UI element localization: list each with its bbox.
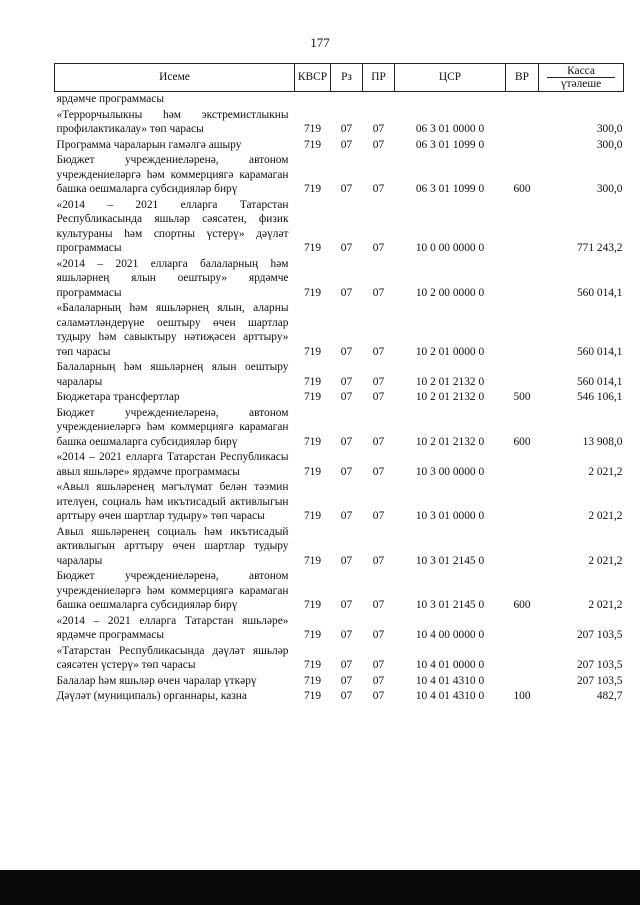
row-csr: 10 0 00 0000 0 [415,242,485,254]
row-kvsr: 719 [303,554,322,567]
row-vr [506,674,539,690]
table-header [55,64,624,92]
row-kvsr: 719 [303,465,322,478]
row-amount: 2 021,2 [588,554,623,567]
row-pr: 07 [372,286,385,299]
row-kvsr: 719 [303,375,322,388]
row-kvsr: 719 [303,138,322,151]
table-row [55,644,624,674]
header-kvsr: КВСР [295,64,331,92]
row-pr: 07 [372,435,385,448]
row-pr: 07 [372,242,385,254]
row-kvsr: 719 [303,242,322,254]
row-pr: 07 [372,690,385,702]
continuation-text: ярдәмче программасы [56,93,164,105]
row-name: «Татарстан Республикасында дәүләт яшьләр сәясәтен үстерү» төп чарасы [56,644,289,671]
row-csr: 10 4 01 0000 0 [415,659,485,671]
budget-table [54,63,624,705]
table-row [55,406,624,451]
row-vr [506,257,539,302]
row-pr: 07 [372,183,385,195]
row-rz: 07 [340,286,353,299]
row-vr [506,360,539,390]
budget-table-container [54,63,623,705]
row-csr: 10 4 00 0000 0 [415,629,485,641]
row-amount: 560 014,1 [576,345,623,358]
row-pr: 07 [372,554,385,567]
row-vr [506,301,539,360]
row-amount: 300,0 [596,183,623,195]
table-row [55,138,624,154]
row-kvsr: 719 [303,629,322,641]
scan-bottom-edge [0,870,640,905]
table-row [55,674,624,690]
table-row [55,360,624,390]
row-amount: 13 908,0 [582,435,623,448]
row-csr: 10 2 01 2132 0 [415,391,485,403]
row-amount: 207 103,5 [576,674,623,687]
row-amount: 207 103,5 [576,629,623,641]
row-amount: 2 021,2 [588,599,623,611]
row-amount: 300,0 [596,123,623,135]
row-name: Балаларның һәм яшьләрнең ялын оештыру чаралары [56,361,289,388]
row-kvsr: 719 [303,599,322,611]
row-kvsr: 719 [303,659,322,671]
row-kvsr: 719 [303,510,322,522]
row-name: Программа чараларын гамәлгә ашыру [56,138,242,151]
row-amount: 546 106,1 [576,391,623,403]
row-vr [506,480,539,525]
table-row [55,614,624,644]
row-rz: 07 [340,599,353,611]
row-amount: 207 103,5 [576,659,623,671]
header-amount-line2: үтәлеше [547,77,615,90]
row-pr: 07 [372,659,385,671]
row-csr: 10 4 01 4310 0 [415,674,485,687]
row-vr: 600 [513,435,531,448]
table-row [55,525,624,570]
row-vr [506,138,539,154]
row-name: Авыл яшьләренең социаль һәм икътисадый активлыгын арттыру өчен шартлар тудыру чаралары [56,525,289,567]
row-amount: 300,0 [596,138,623,151]
row-vr [506,525,539,570]
table-row [55,301,624,360]
row-amount: 560 014,1 [576,286,623,299]
row-name: «2014 – 2021 елларга Татарстан Республикасы авыл яшьләре» ярдәмче программасы [56,451,289,478]
row-pr: 07 [372,599,385,611]
row-name: «2014 – 2021 елларга Татарстан Республикасында яшьләр сәясәтен, физик культураны һәм спортны үстерү» дәүләт программасы [56,198,289,254]
row-csr: 06 3 01 1099 0 [415,183,485,195]
row-name: Бюджет учреждениеләренә, автоном учреждениеләргә һәм коммерциягә карамаган башка оешмаларга субсидияләр бирү [56,406,289,448]
row-kvsr: 719 [303,435,322,448]
row-kvsr: 719 [303,391,322,403]
row-rz: 07 [340,465,353,478]
row-kvsr: 719 [303,690,322,702]
row-vr: 500 [513,391,531,403]
row-kvsr: 719 [303,183,322,195]
row-csr: 06 3 01 0000 0 [415,123,485,135]
page-number: 177 [310,35,330,50]
row-name: «Балаларның һәм яшьләрнең ялын, аларны сәламәтләндерүне оештыру өчен шартлар тудыру һәм савыктыру нәтиҗәсен арттыру» төп чарасы [56,302,289,358]
table-row [55,689,624,705]
row-csr: 10 3 01 2145 0 [415,599,485,611]
row-rz: 07 [340,242,353,254]
row-name: «2014 – 2021 елларга Татарстан яшьләре» ярдәмче программасы [56,614,289,641]
header-amount [539,64,624,92]
header-name: Исеме [55,64,295,92]
row-csr: 10 3 00 0000 0 [415,465,485,478]
row-csr: 10 3 01 0000 0 [415,510,485,522]
row-vr [506,450,539,480]
row-rz: 07 [340,659,353,671]
row-vr: 600 [513,599,531,611]
row-vr [506,644,539,674]
row-name: «2014 – 2021 елларга балаларның һәм яшьләрнең ялын оештыру» ярдәмче программасы [56,257,289,299]
table-row [55,480,624,525]
table-row [55,198,624,257]
row-name: «Террорчылыкны һәм экстремистлыкны профилактикалау» төп чарасы [56,108,289,135]
table-row [55,108,624,138]
row-rz: 07 [340,510,353,522]
row-rz: 07 [340,345,353,358]
row-csr: 10 4 01 4310 0 [415,690,485,702]
row-kvsr: 719 [303,345,322,358]
row-rz: 07 [340,123,353,135]
table-row [55,153,624,198]
row-rz: 07 [340,391,353,403]
row-vr [506,614,539,644]
row-vr [506,108,539,138]
row-name: Бюджетара трансфертлар [56,391,180,403]
row-amount: 2 021,2 [588,465,623,478]
row-kvsr: 719 [303,674,322,687]
row-name: Бюджет учреждениеләренә, автоном учреждениеләргә һәм коммерциягә карамаган башка оешмаларга субсидияләр бирү [56,570,289,611]
table-row [55,257,624,302]
row-csr: 10 2 00 0000 0 [415,286,485,299]
row-rz: 07 [340,435,353,448]
row-kvsr: 719 [303,123,322,135]
row-pr: 07 [372,465,385,478]
header-pr: ПР [363,64,395,92]
row-pr: 07 [372,123,385,135]
row-name: Дәүләт (муниципаль) органнары, казна [56,690,247,702]
row-vr [506,198,539,257]
row-pr: 07 [372,375,385,388]
row-vr: 600 [513,183,531,195]
continuation-row [55,92,624,108]
row-csr: 06 3 01 1099 0 [415,138,485,151]
row-name: «Авыл яшьләренең мәгълүмат белән тәэмин ителүен, социаль һәм икътисадый активлыгын арттыру өчен шартлар тудыру» төп чарасы [56,481,289,522]
row-name: Балалар һәм яшьләр өчен чаралар үткәрү [56,674,257,687]
table-body [55,92,624,705]
row-pr: 07 [372,391,385,403]
row-csr: 10 3 01 2145 0 [415,554,485,567]
row-rz: 07 [340,554,353,567]
row-csr: 10 2 01 0000 0 [415,345,485,358]
header-rz: Рз [331,64,363,92]
header-amount-line1: Касса [567,65,595,77]
row-rz: 07 [340,629,353,641]
row-pr: 07 [372,510,385,522]
row-pr: 07 [372,138,385,151]
row-csr: 10 2 01 2132 0 [415,435,485,448]
row-rz: 07 [340,375,353,388]
table-row [55,390,624,406]
row-amount: 560 014,1 [576,375,623,388]
row-pr: 07 [372,674,385,687]
row-name: Бюджет учреждениеләренә, автоном учреждениеләргә һәм коммерциягә карамаган башка оешмаларга субсидияләр бирү [56,154,289,195]
row-rz: 07 [340,138,353,151]
table-row [55,450,624,480]
row-pr: 07 [372,345,385,358]
row-amount: 771 243,2 [576,242,623,254]
row-amount: 2 021,2 [588,510,623,522]
row-pr: 07 [372,629,385,641]
row-vr: 100 [513,690,531,702]
row-rz: 07 [340,183,353,195]
row-amount: 482,7 [596,690,623,702]
row-kvsr: 719 [303,286,322,299]
header-csr: ЦСР [395,64,506,92]
row-rz: 07 [340,690,353,702]
header-vr: ВР [506,64,539,92]
row-csr: 10 2 01 2132 0 [415,375,485,388]
row-rz: 07 [340,674,353,687]
table-row [55,569,624,614]
